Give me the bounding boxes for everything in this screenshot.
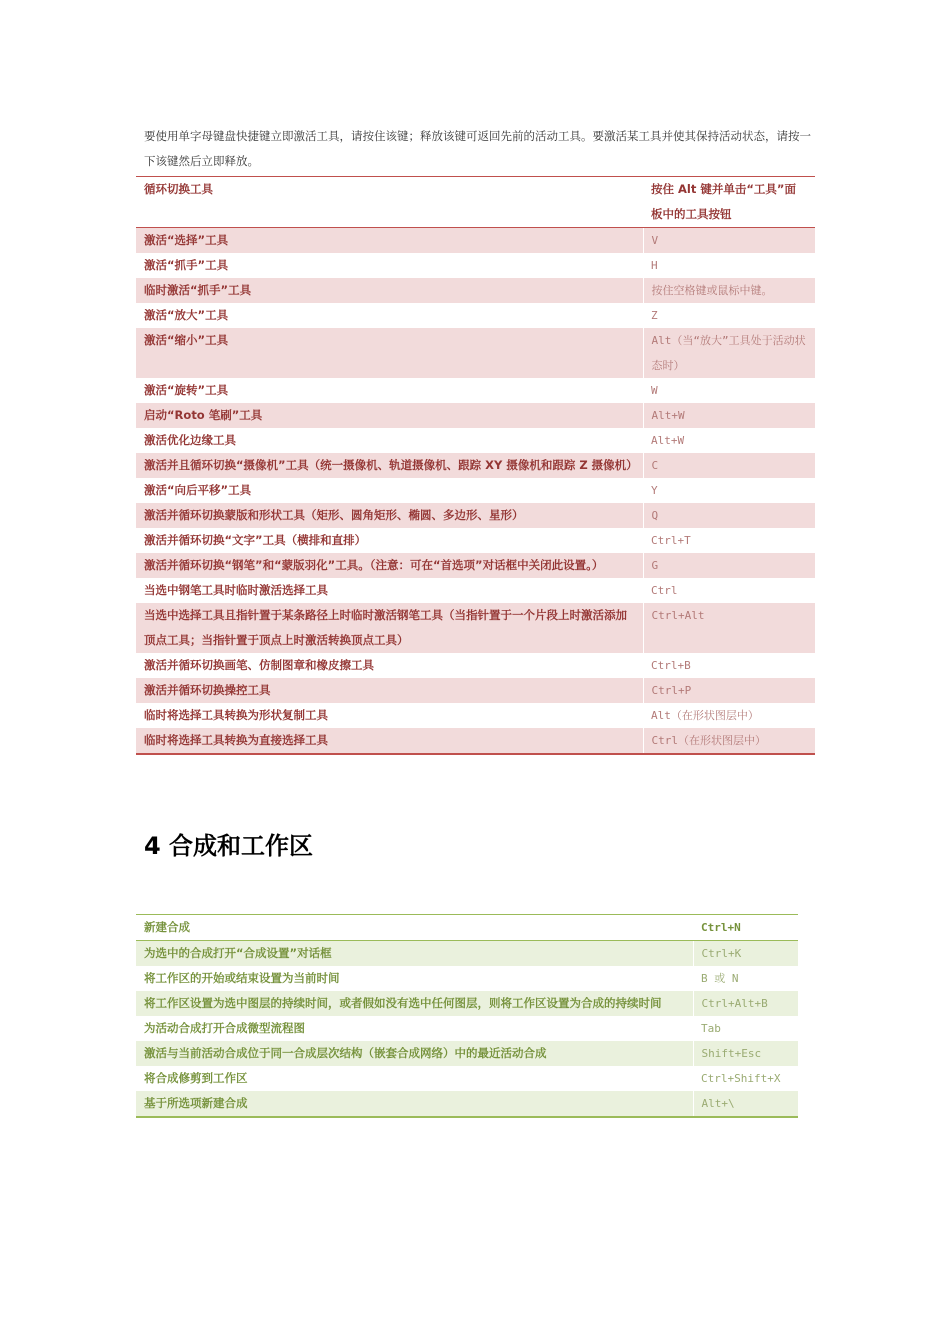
table-row	[136, 1041, 798, 1066]
shortcut-cell: Ctrl+N	[693, 915, 798, 941]
action-cell: 激活并循环切换画笔、仿制图章和橡皮擦工具	[144, 658, 374, 672]
shortcut-cell: Tab	[701, 1022, 721, 1035]
table-row	[136, 1091, 798, 1117]
table-row	[136, 653, 815, 678]
shortcut-cell: Ctrl+T	[651, 534, 691, 547]
table-row	[136, 941, 798, 967]
table-row	[136, 378, 815, 403]
tool-shortcuts-table	[136, 176, 815, 755]
action-cell: 为活动合成打开合成微型流程图	[144, 1021, 305, 1035]
action-cell: 将工作区设置为选中图层的持续时间，或者假如没有选中任何图层，则将工作区设置为合成的持续时间	[136, 991, 693, 1016]
shortcut-cell: Z	[651, 309, 658, 322]
table-row	[136, 453, 815, 478]
action-cell: 为选中的合成打开“合成设置”对话框	[136, 941, 693, 967]
action-cell: 激活与当前活动合成位于同一合成层次结构（嵌套合成网络）中的最近活动合成	[136, 1041, 693, 1066]
shortcut-cell: Ctrl+Alt	[643, 603, 815, 653]
action-cell: 激活并且循环切换“摄像机”工具（统一摄像机、轨道摄像机、跟踪 XY 摄像机和跟踪 Z 摄像机）	[136, 453, 643, 478]
composition-shortcuts-table	[136, 914, 798, 1118]
shortcut-cell: Ctrl+P	[643, 678, 815, 703]
shortcut-cell: Ctrl+Shift+X	[701, 1072, 781, 1085]
table-row	[136, 728, 815, 754]
action-cell: 启动“Roto 笔刷”工具	[136, 403, 643, 428]
action-cell: 当选中选择工具且指针置于某条路径上时临时激活钢笔工具（当指针置于一个片段上时激活添加顶点工具；当指针置于顶点上时激活转换顶点工具）	[136, 603, 643, 653]
action-cell: 激活“向后平移”工具	[144, 483, 252, 497]
action-cell: 激活并循环切换“钢笔”和“蒙版羽化”工具。（注意：可在“首选项”对话框中关闭此设置。）	[136, 553, 643, 578]
table-header-row	[136, 177, 815, 228]
action-cell: 激活“旋转”工具	[144, 383, 229, 397]
action-cell: 基于所选项新建合成	[136, 1091, 693, 1117]
shortcut-cell: H	[651, 259, 658, 272]
shortcut-cell: Ctrl+K	[693, 941, 798, 967]
action-cell: 将工作区的开始或结束设置为当前时间	[144, 971, 340, 985]
action-cell: 激活并循环切换操控工具	[136, 678, 643, 703]
shortcut-cell: W	[651, 384, 658, 397]
shortcut-cell: B 或 N	[701, 972, 739, 985]
action-cell: 激活“选择”工具	[136, 228, 643, 254]
shortcut-cell: Ctrl	[651, 584, 678, 597]
action-cell: 激活“放大”工具	[144, 308, 229, 322]
table-row	[136, 1066, 798, 1091]
table-row	[136, 503, 815, 528]
table-row	[136, 603, 815, 653]
shortcut-cell: Y	[651, 484, 658, 497]
table-row	[136, 1016, 798, 1041]
action-cell: 临时激活“抓手”工具	[136, 278, 643, 303]
table-row	[136, 578, 815, 603]
shortcut-cell: Alt+\	[693, 1091, 798, 1117]
table-row	[136, 278, 815, 303]
table-row	[136, 303, 815, 328]
action-cell: 新建合成	[136, 915, 693, 941]
shortcut-cell: Ctrl（在形状图层中）	[643, 728, 815, 754]
action-cell: 激活并循环切换“文字”工具（横排和直排）	[144, 533, 367, 547]
action-cell: 临时将选择工具转换为形状复制工具	[144, 708, 328, 722]
table-row	[136, 228, 815, 254]
shortcut-cell: Alt+W	[651, 434, 685, 447]
shortcut-cell: Alt（在形状图层中）	[651, 709, 759, 722]
table-row	[136, 528, 815, 553]
table-row	[136, 328, 815, 378]
action-cell: 循环切换工具	[136, 177, 643, 228]
shortcut-cell: 按住 Alt 键并单击“工具”面板中的工具按钮	[643, 177, 815, 228]
action-cell: 激活“抓手”工具	[144, 258, 229, 272]
shortcut-cell: Shift+Esc	[693, 1041, 798, 1066]
shortcut-cell: G	[643, 553, 815, 578]
table-row	[136, 478, 815, 503]
table-row	[136, 991, 798, 1016]
table-row	[136, 678, 815, 703]
action-cell: 激活“缩小”工具	[136, 328, 643, 378]
shortcut-cell: 按住空格键或鼠标中键。	[643, 278, 815, 303]
table-header-row	[136, 915, 798, 941]
shortcut-cell: Alt+W	[643, 403, 815, 428]
shortcut-cell: Q	[643, 503, 815, 528]
shortcut-cell: V	[643, 228, 815, 254]
table-row	[136, 403, 815, 428]
table-row	[136, 553, 815, 578]
shortcut-cell: Alt（当“放大”工具处于活动状态时）	[643, 328, 815, 378]
action-cell: 将合成修剪到工作区	[144, 1071, 248, 1085]
shortcut-cell: Ctrl+Alt+B	[693, 991, 798, 1016]
shortcut-cell: C	[643, 453, 815, 478]
action-cell: 激活优化边缘工具	[144, 433, 236, 447]
shortcut-cell: Ctrl+B	[651, 659, 691, 672]
intro-paragraph: 要使用单字母键盘快捷键立即激活工具，请按住该键；释放该键可返回先前的活动工具。要激活某工具并使其保持活动状态，请按一下该键然后立即释放。	[144, 129, 811, 168]
action-cell: 激活并循环切换蒙版和形状工具（矩形、圆角矩形、椭圆、多边形、星形）	[136, 503, 643, 528]
table-row	[136, 253, 815, 278]
table-row	[136, 966, 798, 991]
table-row	[136, 703, 815, 728]
action-cell: 当选中钢笔工具时临时激活选择工具	[144, 583, 328, 597]
action-cell: 临时将选择工具转换为直接选择工具	[136, 728, 643, 754]
section-title: 4 合成和工作区	[144, 832, 314, 860]
table-row	[136, 428, 815, 453]
